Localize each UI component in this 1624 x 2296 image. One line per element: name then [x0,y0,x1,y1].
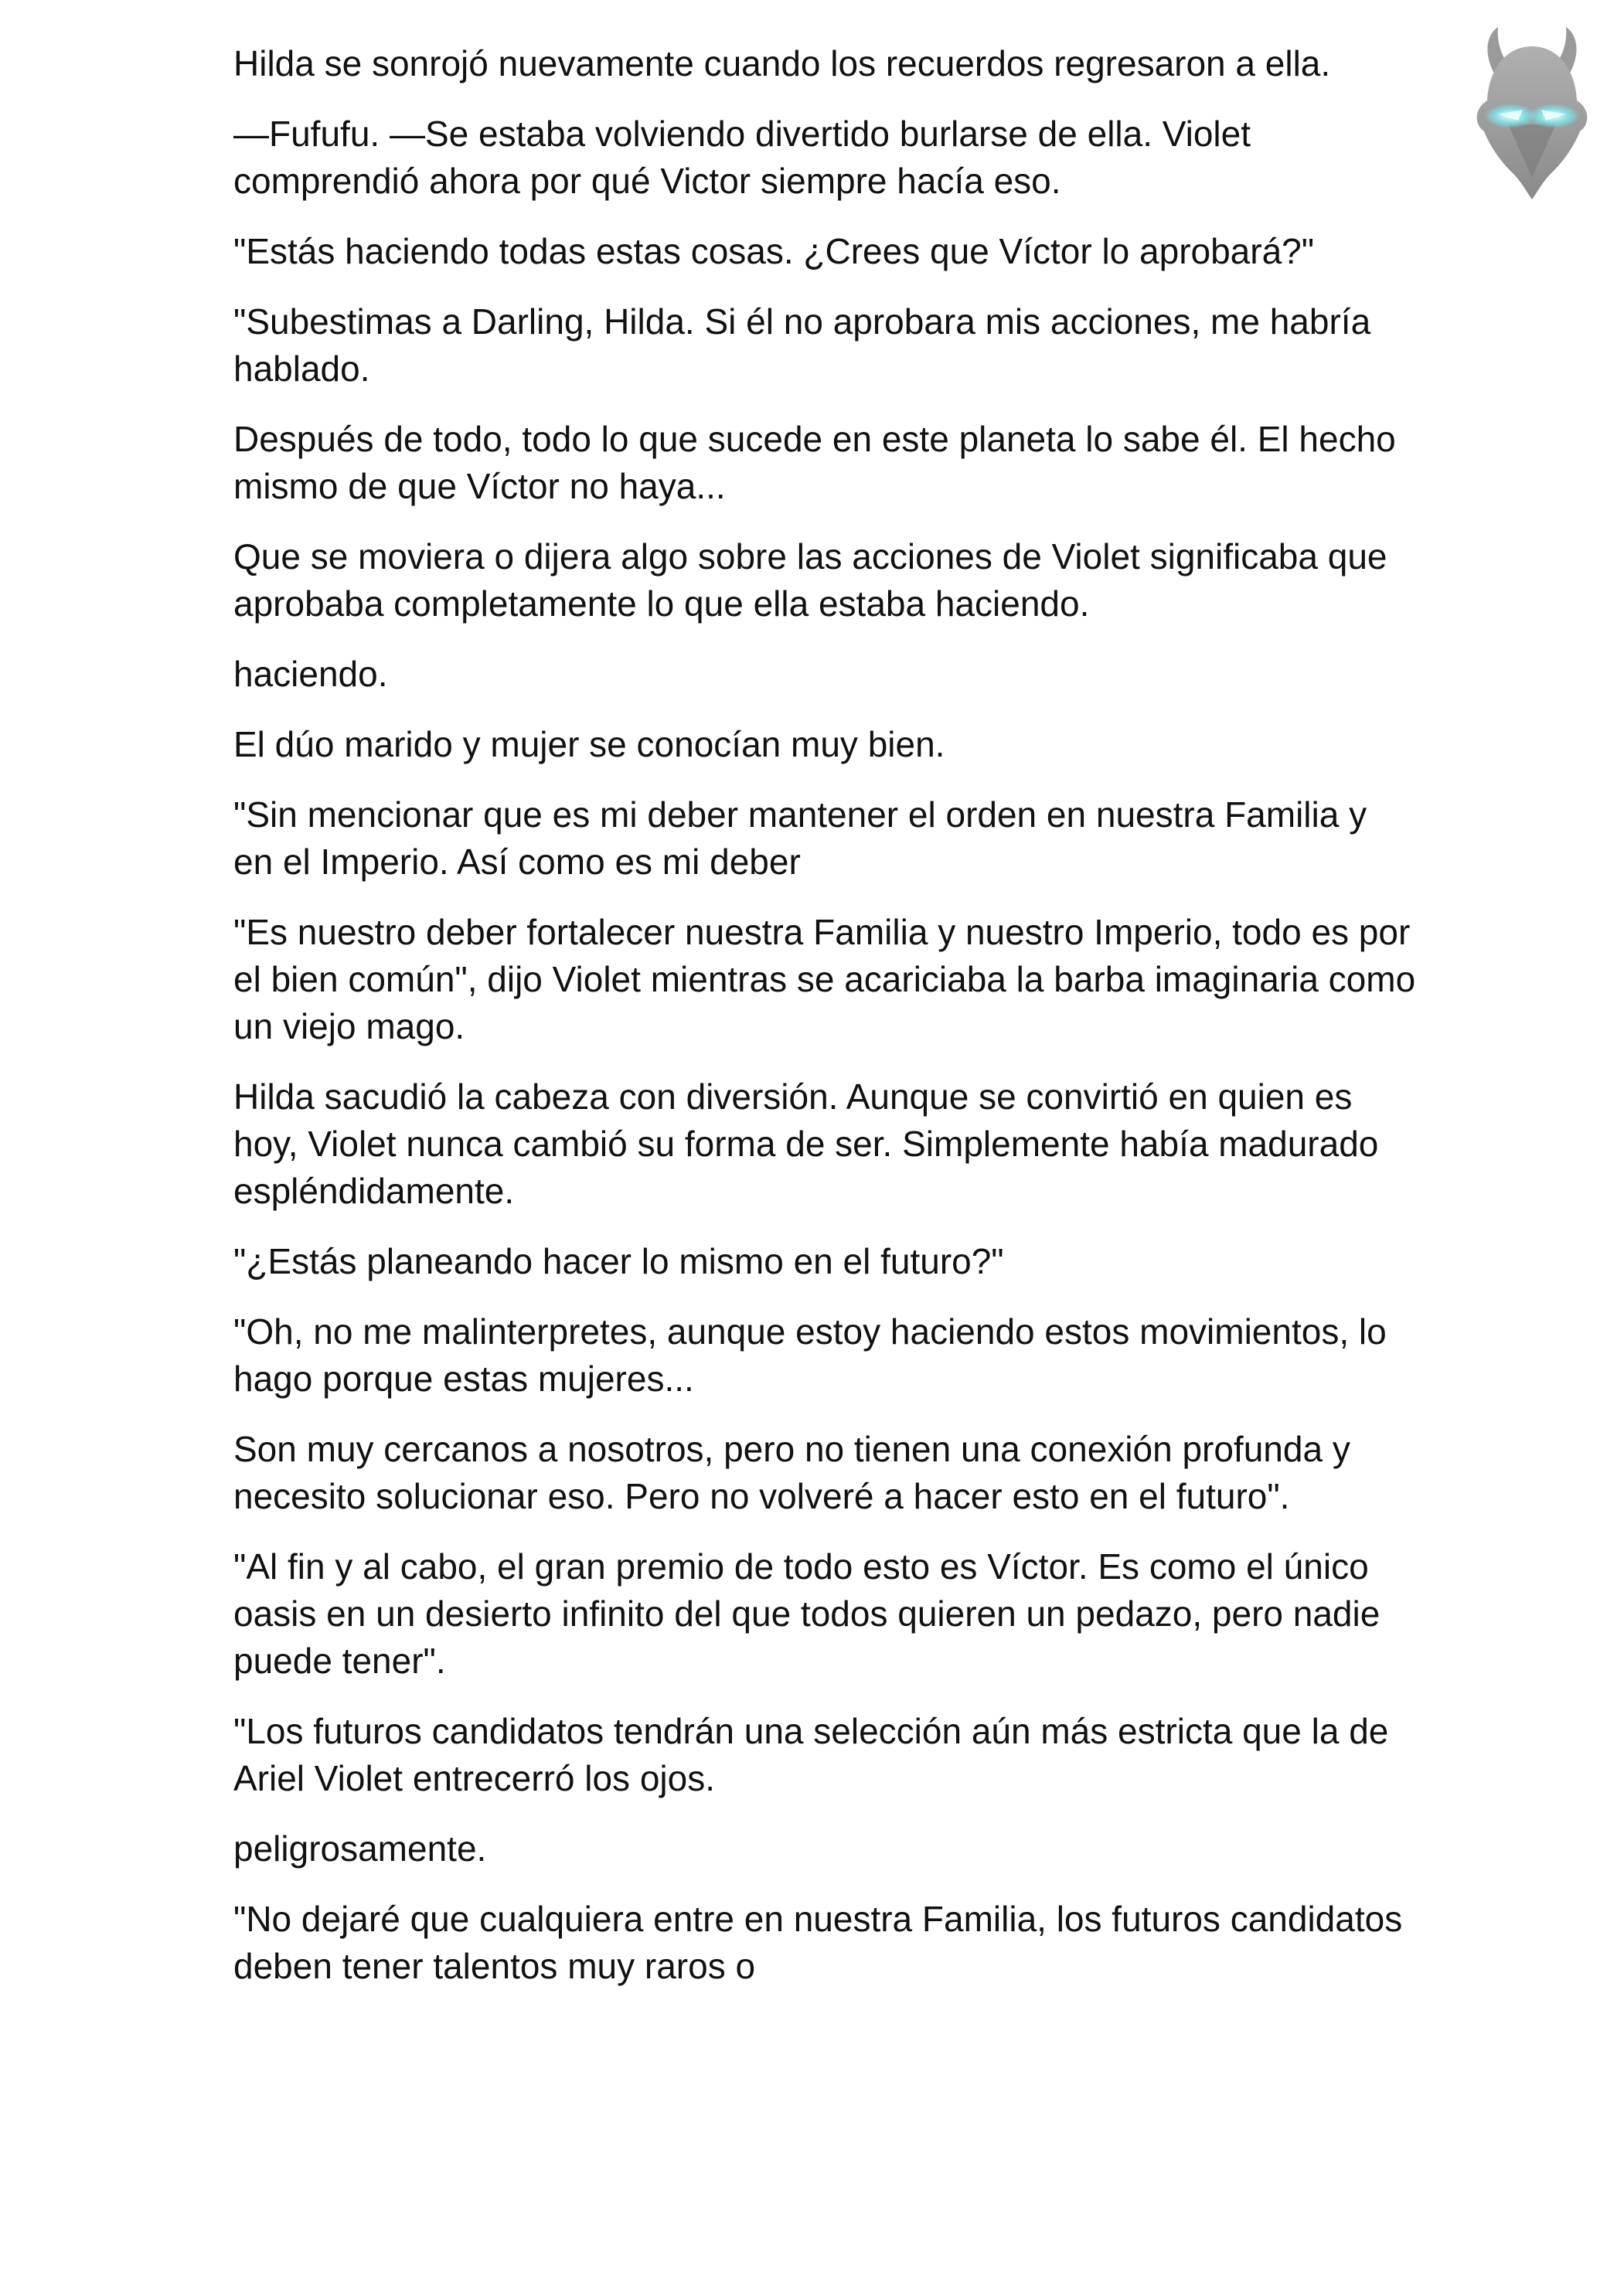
paragraph: Que se moviera o dijera algo sobre las acciones de Violet significaba que aprobaba completamente lo que ella estaba haciendo. [233,536,1387,624]
paragraph: "Sin mencionar que es mi deber mantener el orden en nuestra Familia y en el Imperio. Así como es mi deber [233,794,1367,882]
paragraph: haciendo. [233,654,388,694]
paragraph: Hilda sacudió la cabeza con diversión. Aunque se convirtió en quien es hoy, Violet nunca cambió su forma de ser. Simplemente había madurado espléndidamente. [233,1077,1379,1211]
paragraph: —Fufufu. —Se estaba volviendo divertido burlarse de ella. Violet comprendió ahora por qué Victor siempre hacía eso. [233,114,1251,201]
paragraph: "Es nuestro deber fortalecer nuestra Familia y nuestro Imperio, todo es por el bien común", dijo Violet mientras se acariciaba la barba imaginaria como un viejo mago. [233,912,1416,1046]
demon-head-logo [1467,23,1597,201]
paragraph: Hilda se sonrojó nuevamente cuando los recuerdos regresaron a ella. [233,43,1331,83]
paragraph: "Al fin y al cabo, el gran premio de todo esto es Víctor. Es como el único oasis en un desierto infinito del que todos quieren un pedazo, pero nadie puede tener". [233,1546,1381,1681]
paragraph: "¿Estás planeando hacer lo mismo en el futuro?" [233,1241,1004,1281]
document-body [233,40,1416,2013]
paragraph: El dúo marido y mujer se conocían muy bien. [233,724,945,764]
paragraph: Son muy cercanos a nosotros, pero no tienen una conexión profunda y necesito solucionar eso. Pero no volveré a hacer esto en el futuro". [233,1429,1350,1516]
paragraph: "Subestimas a Darling, Hilda. Si él no aprobara mis acciones, me habría hablado. [233,301,1371,389]
paragraph: peligrosamente. [233,1828,487,1869]
paragraph: Después de todo, todo lo que sucede en este planeta lo sabe él. El hecho mismo de que Víctor no haya... [233,419,1396,506]
paragraph: "No dejaré que cualquiera entre en nuestra Familia, los futuros candidatos deben tener talentos muy raros o [233,1899,1403,1986]
paragraph: "Los futuros candidatos tendrán una selección aún más estricta que la de Ariel Violet entrecerró los ojos. [233,1711,1389,1798]
paragraph: "Estás haciendo todas estas cosas. ¿Crees que Víctor lo aprobará?" [233,231,1315,271]
demon-head-icon [1467,23,1597,201]
paragraph: "Oh, no me malinterpretes, aunque estoy haciendo estos movimientos, lo hago porque estas mujeres... [233,1311,1387,1399]
